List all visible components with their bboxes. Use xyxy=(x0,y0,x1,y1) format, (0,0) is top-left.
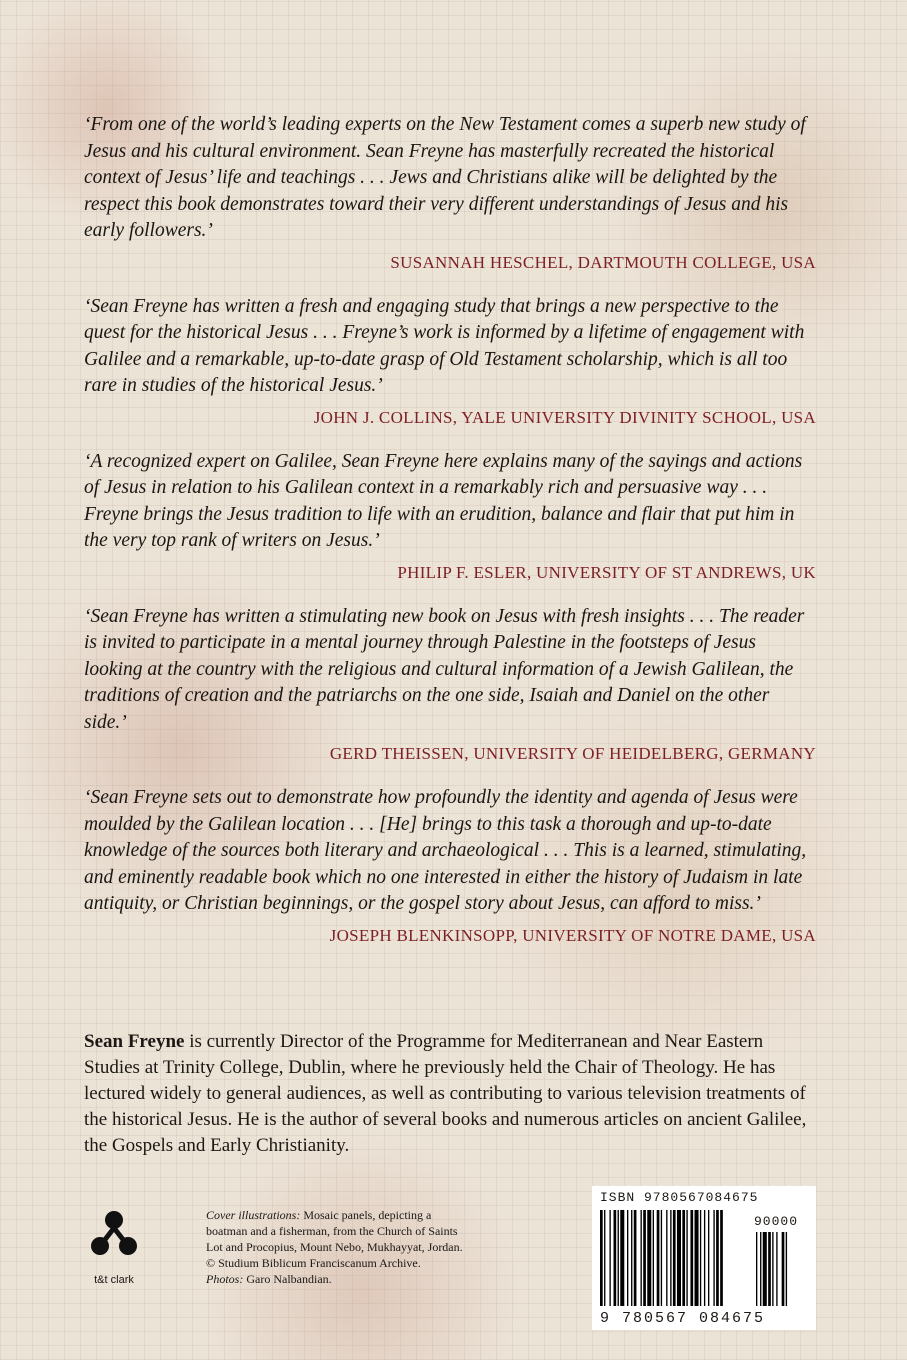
author-bio-text: is currently Director of the Programme for Mediterranean and Near Eastern Studies at Trinity College, Dublin, where he previously held the Chair of Theology. He has lectured widely to general audiences, as well as contributing to various television treatments of the historical Jesus. He is the author of several books and numerous articles on ancient Galilee, the Gospels and Early Christianity. xyxy=(84,1031,807,1156)
cover-text: Mosaic panels, depicting a boatman and a fisherman, from the Church of Saints Lot and Procopius, Mount Nebo, Mukhayyat, Jordan. xyxy=(206,1208,463,1254)
attribution-1: SUSANNAH HESCHEL, DARTMOUTH COLLEGE, USA xyxy=(390,252,816,272)
publisher-name: t&t clark xyxy=(94,1274,134,1286)
attribution-5: JOSEPH BLENKINSOPP, UNIVERSITY OF NOTRE DAME, USA xyxy=(329,925,816,945)
quote-3: ‘A recognized expert on Galilee, Sean Freyne here explains many of the sayings and actions of Jesus in relation to his Galilean context in a remarkably rich and persuasive way . . . Freyne brings the Jesus tradition to life with an erudition, balance and flair that put him in the very top rank of writers on Jesus.’ xyxy=(84,450,803,551)
publisher-logo xyxy=(89,1210,155,1286)
quote-1: ‘From one of the world’s leading experts on the New Testament comes a superb new study of Jesus and his cultural environment. Sean Freyne has masterfully recreated the historical context of Jesus’ life and teachings . . . Jews and Christians alike will be delighted by the respect this book demonstrates toward their very different understandings of Jesus and his early followers.’ xyxy=(84,114,806,241)
publisher-logo-icon xyxy=(89,1210,139,1272)
author-name: Sean Freyne xyxy=(84,1031,185,1052)
barcode xyxy=(592,1186,816,1330)
quote-2: ‘Sean Freyne has written a fresh and engaging study that brings a new perspective to the quest for the historical Jesus . . . Freyne’s work is informed by a lifetime of engagement with Galilee and a remarkable, up-to-date grasp of Old Testament scholarship, which is all too rare in studies of the historical Jesus.’ xyxy=(84,295,805,396)
photos-credit: Garo Nalbandian. xyxy=(243,1272,332,1286)
attribution-4: GERD THEISSEN, UNIVERSITY OF HEIDELBERG, GERMANY xyxy=(329,744,816,763)
price-code: 90000 xyxy=(754,1214,799,1229)
author-bio xyxy=(84,1029,819,1159)
cover-label: Cover illustrations: xyxy=(206,1208,301,1222)
attribution-3: PHILIP F. ESLER, UNIVERSITY OF ST ANDREWS, UK xyxy=(397,562,816,582)
isbn-digits: 9 780567 084675 xyxy=(600,1310,766,1327)
photos-label: Photos: xyxy=(206,1272,244,1286)
quote-4: ‘Sean Freyne has written a stimulating new book on Jesus with fresh insights . . . The reader is invited to participate in a mental journey through Palestine in the footsteps of Jesus looking at the country with the religious and cultural information of a Jewish Galilean, the traditions of creation and the patriarchs on the one side, Isaiah and Daniel on the other side.’ xyxy=(84,605,805,733)
archive-credit: © Studium Biblicum Franciscanum Archive. xyxy=(206,1256,421,1270)
isbn-label: ISBN 9780567084675 xyxy=(600,1190,759,1205)
attribution-2: JOHN J. COLLINS, YALE UNIVERSITY DIVINITY SCHOOL, USA xyxy=(313,407,816,427)
endorsements xyxy=(84,112,816,967)
cover-credits xyxy=(206,1207,466,1287)
quote-5: ‘Sean Freyne sets out to demonstrate how profoundly the identity and agenda of Jesus were moulded by the Galilean location . . . [He] brings to this task a thorough and up-to-date knowledge of the sources both literary and archaeological . . . This is a learned, stimulating, and eminently readable book which no one interested in either the history of Judaism in late antiquity, or Christian beginnings, or the gospel story about Jesus, can afford to miss.’ xyxy=(84,787,807,914)
